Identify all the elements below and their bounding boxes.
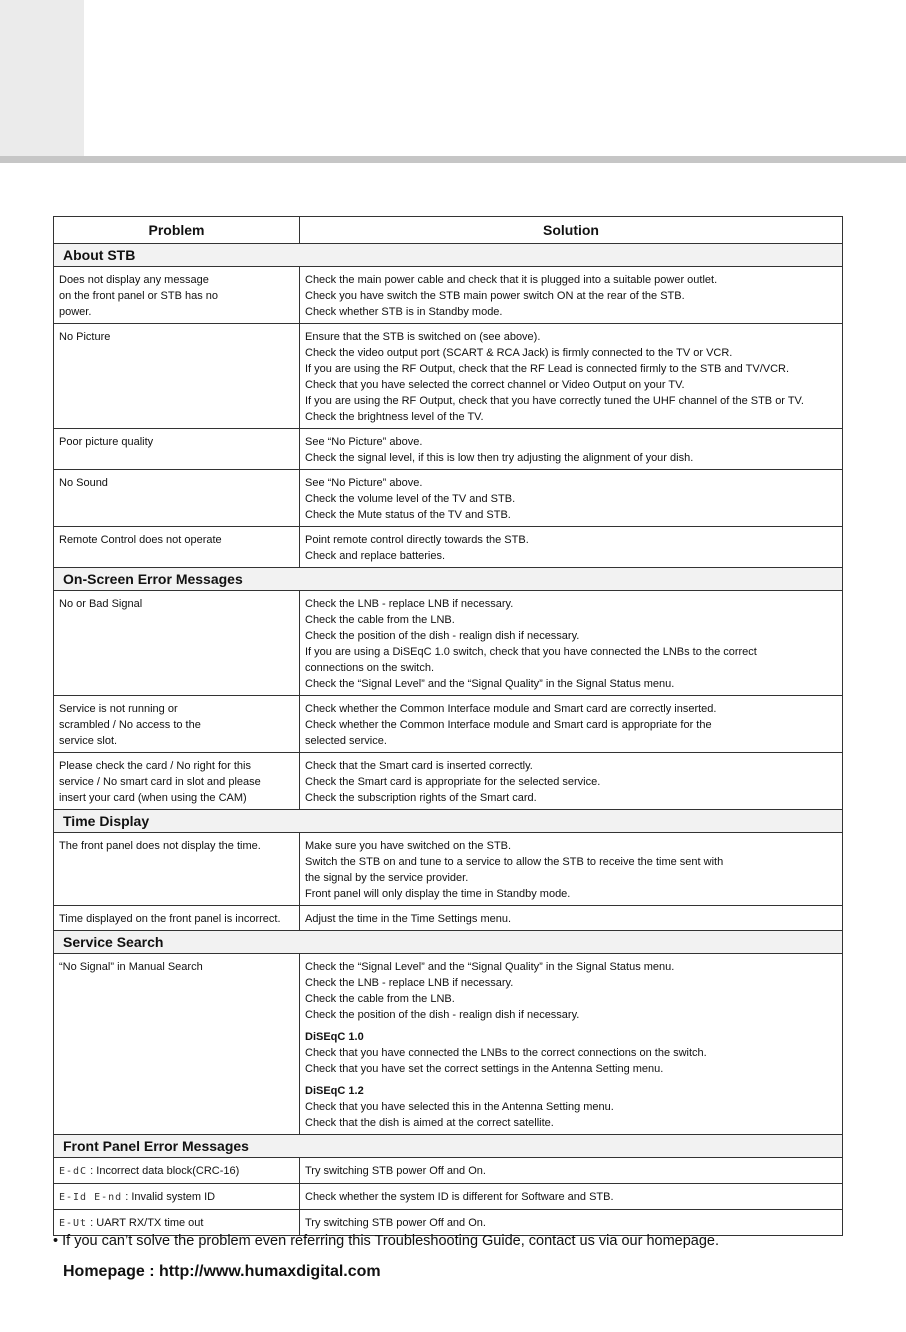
solution-line: See “No Picture” above. xyxy=(305,436,423,448)
problem-line: on the front panel or STB has no xyxy=(59,290,218,302)
table-row xyxy=(54,906,843,931)
problem-cell xyxy=(54,1158,300,1184)
problem-cell xyxy=(54,591,300,696)
solution-line: Check the “Signal Level” and the “Signal Quality” in the Signal Status menu. xyxy=(305,678,675,690)
solution-line: Check that you have connected the LNBs to the correct connections on the switch. xyxy=(305,1047,707,1059)
solution-line: selected service. xyxy=(305,735,387,747)
problem-line: Service is not running or xyxy=(59,703,178,715)
table-row xyxy=(54,267,843,324)
problem-line: scrambled / No access to the xyxy=(59,719,201,731)
solution-cell: Check whether the system ID is different for Software and STB. xyxy=(300,1184,843,1210)
solution-line: See “No Picture” above. xyxy=(305,477,423,489)
section-header xyxy=(54,810,843,833)
solution-line: Check whether the Common Interface module and Smart card is appropriate for the xyxy=(305,719,712,731)
problem-cell xyxy=(54,267,300,324)
solution-line: Check you have switch the STB main power switch ON at the rear of the STB. xyxy=(305,290,685,302)
section-title: About STB xyxy=(54,244,843,267)
solution-cell xyxy=(300,591,843,696)
problem-cell xyxy=(54,753,300,810)
solution-line: Check the LNB - replace LNB if necessary. xyxy=(305,598,514,610)
problem-cell xyxy=(54,324,300,429)
problem-column-header: Problem xyxy=(54,217,300,244)
problem-cell xyxy=(54,696,300,753)
error-description: : Invalid system ID xyxy=(125,1191,216,1203)
section-header-front-panel-errors xyxy=(54,1135,843,1158)
solution-line: connections on the switch. xyxy=(305,662,435,674)
section-title: Front Panel Error Messages xyxy=(54,1135,843,1158)
solution-line: Check that you have selected this in the Antenna Setting menu. xyxy=(305,1101,614,1113)
solution-line: Check that you have set the correct settings in the Antenna Setting menu. xyxy=(305,1063,664,1075)
solution-line: Check the cable from the LNB. xyxy=(305,614,455,626)
problem-cell xyxy=(54,429,300,470)
solution-line: Check the main power cable and check that it is plugged into a suitable power outlet. xyxy=(305,274,718,286)
solution-cell xyxy=(300,470,843,527)
problem-line: Does not display any message xyxy=(59,274,209,286)
table-row xyxy=(54,833,843,906)
table-row xyxy=(54,591,843,696)
solution-line: Check the LNB - replace LNB if necessary. xyxy=(305,977,514,989)
problem-cell xyxy=(54,527,300,568)
solution-line: Adjust the time in the Time Settings menu. xyxy=(305,913,512,925)
problem-line: Remote Control does not operate xyxy=(59,534,222,546)
solution-line: If you are using the RF Output, check that you have correctly tuned the UHF channel of the STB or TV. xyxy=(305,395,804,407)
solution-line: Check whether STB is in Standby mode. xyxy=(305,306,503,318)
problem-cell xyxy=(54,954,300,1135)
problem-line: insert your card (when using the CAM) xyxy=(59,792,247,804)
solution-line: Check whether the Common Interface module and Smart card are correctly inserted. xyxy=(305,703,717,715)
problem-line: No Sound xyxy=(59,477,108,489)
solution-cell xyxy=(300,906,843,931)
solution-cell xyxy=(300,267,843,324)
problem-line: No Picture xyxy=(59,331,111,343)
section-title: On-Screen Error Messages xyxy=(54,568,843,591)
solution-line: Point remote control directly towards the STB. xyxy=(305,534,529,546)
table-row xyxy=(54,954,843,1135)
section-header-service-search xyxy=(54,931,843,954)
solution-cell xyxy=(300,696,843,753)
solution-line: Check that the Smart card is inserted correctly. xyxy=(305,760,533,772)
solution-line: Check the “Signal Level” and the “Signal Quality” in the Signal Status menu. xyxy=(305,961,675,973)
solution-cell xyxy=(300,429,843,470)
solution-line: If you are using a DiSEqC 1.0 switch, check that you have connected the LNBs to the correct xyxy=(305,646,757,658)
page-side-tab xyxy=(0,0,84,158)
solution-cell xyxy=(300,753,843,810)
troubleshooting-table xyxy=(53,216,843,1236)
error-code: E-dC xyxy=(59,1166,88,1177)
problem-line: Poor picture quality xyxy=(59,436,154,448)
section-header xyxy=(54,568,843,591)
solution-line: Check the brightness level of the TV. xyxy=(305,411,484,423)
problem-line: Please check the card / No right for this xyxy=(59,760,251,772)
solution-line: Check the Smart card is appropriate for the selected service. xyxy=(305,776,601,788)
solution-line: Check the volume level of the TV and STB. xyxy=(305,493,516,505)
problem-text: “No Signal” in Manual Search xyxy=(59,961,203,973)
solution-line: If you are using the RF Output, check that the RF Lead is connected firmly to the STB and TV/VCR. xyxy=(305,363,790,375)
help-footnote: • If you can’t solve the problem even referring this Troubleshooting Guide, contact us via our homepage. xyxy=(53,1233,720,1249)
section-header xyxy=(54,244,843,267)
section-title: Service Search xyxy=(54,931,843,954)
solution-line: Check the subscription rights of the Smart card. xyxy=(305,792,537,804)
table-row xyxy=(54,527,843,568)
table-row xyxy=(54,696,843,753)
table-row xyxy=(54,1158,843,1184)
error-code: E-Ut xyxy=(59,1218,88,1229)
solution-line: Check the cable from the LNB. xyxy=(305,993,455,1005)
solution-line: Check the video output port (SCART & RCA Jack) is firmly connected to the TV or VCR. xyxy=(305,347,733,359)
solution-line: Front panel will only display the time in Standby mode. xyxy=(305,888,571,900)
solution-line: Make sure you have switched on the STB. xyxy=(305,840,512,852)
problem-cell xyxy=(54,470,300,527)
table-header-row xyxy=(54,217,843,244)
solution-line: Ensure that the STB is switched on (see above). xyxy=(305,331,541,343)
error-description: : Incorrect data block(CRC-16) xyxy=(90,1165,240,1177)
solution-line: Check that the dish is aimed at the correct satellite. xyxy=(305,1117,554,1129)
solution-column-header: Solution xyxy=(300,217,843,244)
problem-cell xyxy=(54,1210,300,1236)
solution-line: the signal by the service provider. xyxy=(305,872,469,884)
problem-cell xyxy=(54,1184,300,1210)
problem-cell xyxy=(54,833,300,906)
problem-line: power. xyxy=(59,306,92,318)
table-row xyxy=(54,470,843,527)
diseqc-1-0-heading: DiSEqC 1.0 xyxy=(305,1031,364,1043)
solution-cell xyxy=(300,324,843,429)
problem-line: service slot. xyxy=(59,735,118,747)
solution-line: Check the Mute status of the TV and STB. xyxy=(305,509,511,521)
solution-line: Check and replace batteries. xyxy=(305,550,446,562)
problem-line: No or Bad Signal xyxy=(59,598,143,610)
table-row xyxy=(54,1210,843,1236)
solution-line: Switch the STB on and tune to a service to allow the STB to receive the time sent with xyxy=(305,856,724,868)
problem-line: service / No smart card in slot and please xyxy=(59,776,261,788)
diseqc-1-2-heading: DiSEqC 1.2 xyxy=(305,1085,364,1097)
error-description: : UART RX/TX time out xyxy=(90,1217,204,1229)
table-row xyxy=(54,1184,843,1210)
solution-cell: Try switching STB power Off and On. xyxy=(300,1210,843,1236)
solution-cell xyxy=(300,527,843,568)
homepage-link[interactable]: Homepage : http://www.humaxdigital.com xyxy=(63,1263,381,1280)
problem-cell xyxy=(54,906,300,931)
header-divider xyxy=(0,156,906,163)
problem-line: Time displayed on the front panel is incorrect. xyxy=(59,913,281,925)
solution-line: Check the position of the dish - realign dish if necessary. xyxy=(305,1009,580,1021)
table-row xyxy=(54,324,843,429)
table-row xyxy=(54,753,843,810)
solution-cell xyxy=(300,954,843,1135)
solution-line: Check the signal level, if this is low then try adjusting the alignment of your dish. xyxy=(305,452,694,464)
solution-line: Check the position of the dish - realign dish if necessary. xyxy=(305,630,580,642)
problem-line: The front panel does not display the time. xyxy=(59,840,261,852)
table-row xyxy=(54,429,843,470)
solution-line: Check that you have selected the correct channel or Video Output on your TV. xyxy=(305,379,685,391)
solution-cell xyxy=(300,833,843,906)
solution-cell: Try switching STB power Off and On. xyxy=(300,1158,843,1184)
error-code: E-Id E-nd xyxy=(59,1192,123,1203)
section-title: Time Display xyxy=(54,810,843,833)
